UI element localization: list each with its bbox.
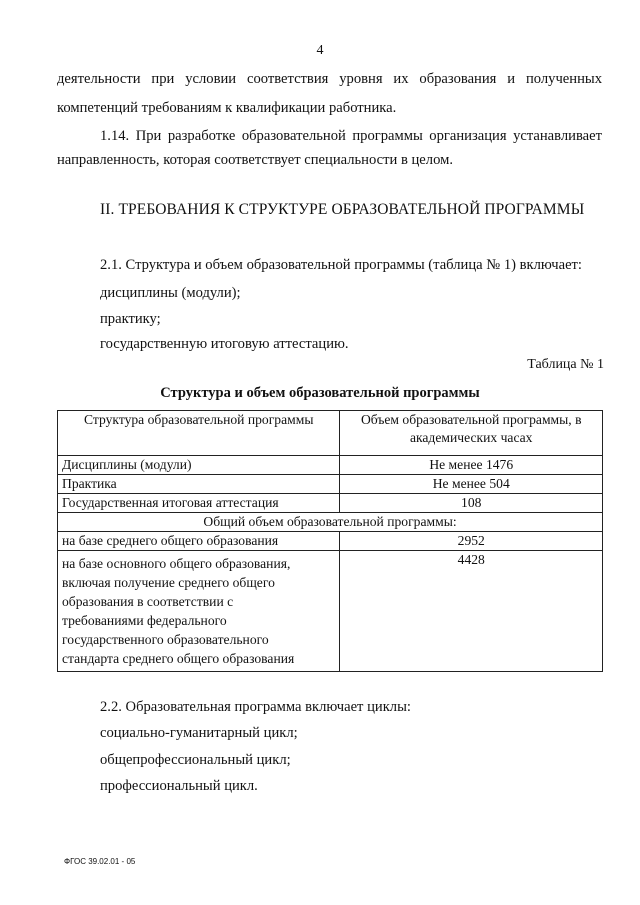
list-item: практику; — [100, 311, 161, 327]
program-structure-table — [57, 410, 603, 672]
table-cell: Общий объем образовательной программы: — [58, 513, 603, 532]
list-item: социально-гуманитарный цикл; — [100, 725, 298, 741]
table-total-heading-row — [58, 513, 603, 532]
section-heading: II. ТРЕБОВАНИЯ К СТРУКТУРЕ ОБРАЗОВАТЕЛЬНОЙ ПРОГРАММЫ — [100, 201, 585, 218]
page-number: 4 — [316, 43, 324, 58]
table-row — [58, 475, 603, 494]
table-row — [58, 532, 603, 551]
paragraph-line: компетенций требованиям к квалификации работника. — [57, 100, 397, 116]
cell-line: государственного образовательного — [62, 632, 269, 647]
table-cell: Практика — [58, 475, 340, 494]
table-cell: на базе среднего общего образования — [58, 532, 340, 551]
table-cell: Не менее 1476 — [340, 456, 603, 475]
table-cell: 2952 — [340, 532, 603, 551]
cell-line: включая получение среднего общего — [62, 575, 275, 590]
cell-line: на базе основного общего образования, — [62, 556, 291, 571]
paragraph-line: направленность, которая соответствует специальности в целом. — [57, 152, 453, 168]
table-cell: 108 — [340, 494, 603, 513]
list-item: профессиональный цикл. — [100, 778, 258, 794]
table-cell: Дисциплины (модули) — [58, 456, 340, 475]
table-cell: Государственная итоговая аттестация — [58, 494, 340, 513]
table-title: Структура и объем образовательной программы — [160, 385, 480, 401]
paragraph-line: деятельности при условии соответствия уровня их образования и полученных — [57, 71, 602, 87]
list-item: дисциплины (модули); — [100, 285, 241, 301]
header-cell: Структура образовательной программы — [58, 411, 340, 456]
header-line: Объем образовательной программы, в — [360, 412, 582, 427]
list-item: общепрофессиональный цикл; — [100, 752, 291, 768]
table-label: Таблица № 1 — [527, 357, 604, 372]
table-row — [58, 494, 603, 513]
table-row — [58, 456, 603, 475]
paragraph-line: 1.14. При разработке образовательной программы организация устанавливает — [100, 128, 602, 144]
table-cell: Не менее 504 — [340, 475, 603, 494]
cell-line: стандарта среднего общего образования — [62, 651, 295, 666]
header-cell — [340, 411, 603, 456]
header-line: академических часах — [409, 430, 533, 445]
cell-line: образования в соответствии с — [62, 594, 234, 609]
table-cell — [58, 551, 340, 672]
table-cell: 4428 — [340, 551, 603, 672]
table-header-row — [58, 411, 603, 456]
list-item: государственную итоговую аттестацию. — [100, 336, 349, 352]
footer-doc-code: ФГОС 39.02.01 - 05 — [64, 857, 136, 866]
table-row — [58, 551, 603, 672]
clause-2-1-intro: 2.1. Структура и объем образовательной программы (таблица № 1) включает: — [100, 257, 582, 273]
cell-line: требованиями федерального — [62, 613, 227, 628]
clause-2-2-intro: 2.2. Образовательная программа включает циклы: — [100, 699, 411, 715]
